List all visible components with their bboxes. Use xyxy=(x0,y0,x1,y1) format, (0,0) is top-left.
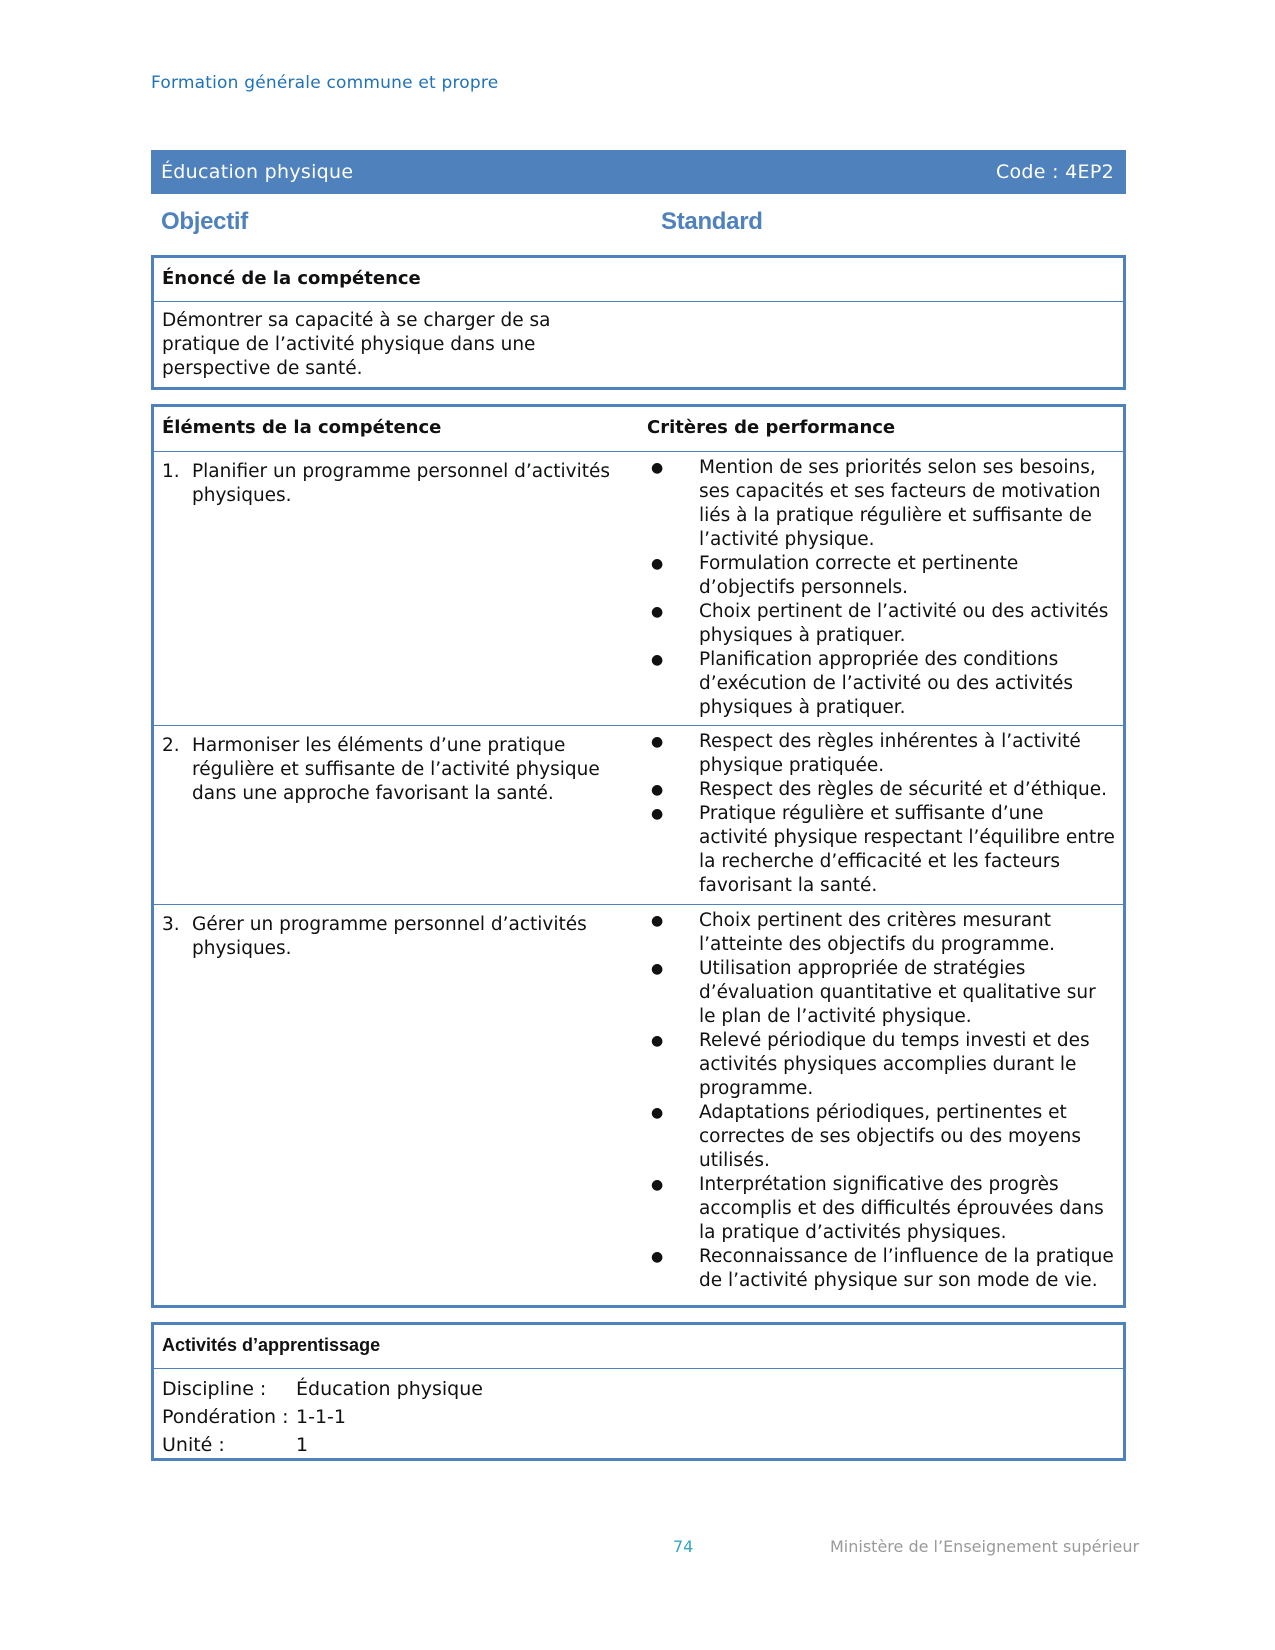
discipline-value: Éducation physique xyxy=(296,1378,483,1400)
elements-table xyxy=(151,404,1126,1308)
element-cell xyxy=(154,905,639,1295)
element-number: 3. xyxy=(162,914,180,935)
running-header: Formation générale commune et propre xyxy=(151,73,499,93)
criteria-cell xyxy=(639,905,1123,1295)
list-item xyxy=(647,730,1115,778)
learning-heading: Activités d’apprentissage xyxy=(154,1325,1123,1369)
criterion-text: Planification appropriée des conditions d’exécution de l’activité ou des activités physiques à pratiquer. xyxy=(699,649,1074,718)
list-item xyxy=(647,456,1115,552)
bullet-icon: ● xyxy=(651,460,664,476)
enonce-heading: Énoncé de la compétence xyxy=(154,258,1123,302)
list-item xyxy=(647,600,1115,648)
course-title-bar xyxy=(151,150,1126,194)
criterion-text: Formulation correcte et pertinente d’objectifs personnels. xyxy=(699,553,1019,598)
discipline-line xyxy=(162,1375,1115,1403)
bullet-icon: ● xyxy=(651,806,664,822)
bullet-icon: ● xyxy=(651,652,664,668)
list-item xyxy=(647,648,1115,720)
list-item xyxy=(647,552,1115,600)
bullet-icon: ● xyxy=(651,1177,664,1193)
unite-label: Unité : xyxy=(162,1434,225,1456)
criteria-heading: Critères de performance xyxy=(647,417,896,438)
unite-value: 1 xyxy=(296,1434,309,1456)
bullet-icon: ● xyxy=(651,1105,664,1121)
element-number: 1. xyxy=(162,461,180,482)
element-text: Planifier un programme personnel d’activités physiques. xyxy=(192,461,611,506)
element-text: Harmoniser les éléments d’une pratique régulière et suffisante de l’activité physique dans une approche favorisant la santé. xyxy=(192,735,600,804)
list-item xyxy=(647,1173,1115,1245)
table-row xyxy=(154,452,1123,726)
criterion-text: Relevé périodique du temps investi et des activités physiques accomplies durant le programme. xyxy=(699,1030,1090,1099)
course-code: Code : 4EP2 xyxy=(995,161,1114,183)
enonce-box xyxy=(151,255,1126,390)
elements-table-header xyxy=(154,407,1123,452)
list-item xyxy=(647,778,1115,802)
discipline-label: Discipline : xyxy=(162,1378,267,1400)
bullet-icon: ● xyxy=(651,1033,664,1049)
learning-details xyxy=(154,1369,1123,1465)
table-row xyxy=(154,726,1123,905)
ponderation-label: Pondération : xyxy=(162,1406,289,1428)
bullet-icon: ● xyxy=(651,782,664,798)
enonce-text: Démontrer sa capacité à se charger de sa pratique de l’activité physique dans une perspective de santé. xyxy=(162,310,551,379)
ponderation-value: 1-1-1 xyxy=(296,1406,346,1428)
list-item xyxy=(647,1029,1115,1101)
criterion-text: Respect des règles inhérentes à l’activité physique pratiquée. xyxy=(699,731,1081,776)
element-cell xyxy=(154,452,639,725)
footer-ministry: Ministère de l’Enseignement supérieur xyxy=(830,1537,1140,1556)
criterion-text: Choix pertinent des critères mesurant l’atteinte des objectifs du programme. xyxy=(699,910,1056,955)
criteria-cell xyxy=(639,452,1123,725)
criterion-text: Adaptations périodiques, pertinentes et correctes de ses objectifs ou des moyens utilisés. xyxy=(699,1102,1082,1171)
element-cell xyxy=(154,726,639,904)
criterion-text: Reconnaissance de l’influence de la pratique de l’activité physique sur son mode de vie. xyxy=(699,1246,1114,1291)
list-item xyxy=(647,909,1115,957)
bullet-icon: ● xyxy=(651,734,664,750)
page-number: 74 xyxy=(673,1537,694,1556)
element-number: 2. xyxy=(162,735,180,756)
criterion-text: Pratique régulière et suffisante d’une activité physique respectant l’équilibre entre la recherche d’efficacité et les facteurs favorisant la santé. xyxy=(699,803,1115,896)
list-item xyxy=(647,1245,1115,1293)
bullet-icon: ● xyxy=(651,1249,664,1265)
bullet-icon: ● xyxy=(651,913,664,929)
bullet-icon: ● xyxy=(651,961,664,977)
objectif-label: Objectif xyxy=(161,208,248,235)
criterion-text: Mention de ses priorités selon ses besoins, ses capacités et ses facteurs de motivation liés à la pratique régulière et suffisante de l’activité physique. xyxy=(699,457,1101,550)
elements-heading: Éléments de la compétence xyxy=(162,417,442,438)
list-item xyxy=(647,802,1115,898)
learning-activities-box xyxy=(151,1322,1126,1461)
list-item xyxy=(647,957,1115,1029)
table-row xyxy=(154,905,1123,1295)
list-item xyxy=(647,1101,1115,1173)
unite-line xyxy=(162,1431,1115,1459)
criterion-text: Utilisation appropriée de stratégies d’évaluation quantitative et qualitative sur le plan de l’activité physique. xyxy=(699,958,1096,1027)
ponderation-line xyxy=(162,1403,1115,1431)
criterion-text: Respect des règles de sécurité et d’éthique. xyxy=(699,779,1108,800)
criteria-cell xyxy=(639,726,1123,904)
course-name: Éducation physique xyxy=(161,161,354,183)
bullet-icon: ● xyxy=(651,556,664,572)
objective-standard-row xyxy=(151,204,1126,244)
standard-label: Standard xyxy=(661,208,763,235)
criterion-text: Interprétation significative des progrès accomplis et des difficultés éprouvées dans la pratique d’activités physiques. xyxy=(699,1174,1104,1243)
criterion-text: Choix pertinent de l’activité ou des activités physiques à pratiquer. xyxy=(699,601,1109,646)
element-text: Gérer un programme personnel d’activités physiques. xyxy=(192,914,587,959)
bullet-icon: ● xyxy=(651,604,664,620)
